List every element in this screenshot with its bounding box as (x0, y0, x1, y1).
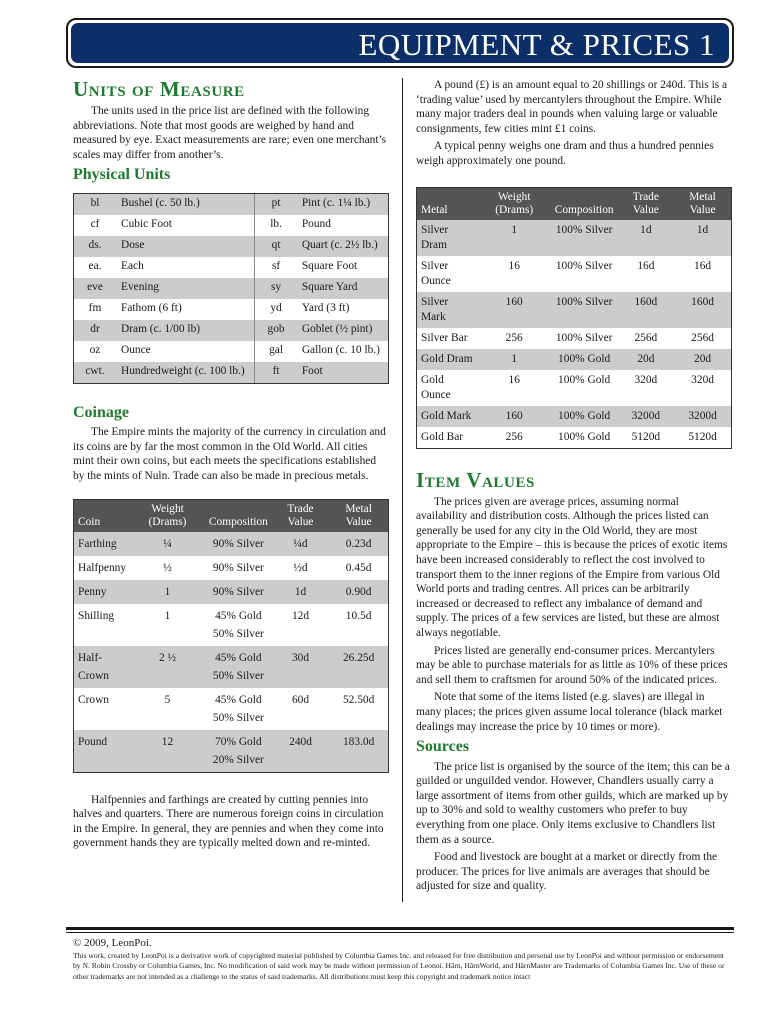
unit-abbrev: fm (74, 299, 116, 320)
unit-name: Quart (c. 2½ lb.) (297, 236, 388, 257)
metals-cell: 16d (618, 256, 675, 292)
metals-cell: 320d (618, 370, 675, 406)
metals-table (416, 187, 732, 449)
metals-cell: Silver Dram (417, 220, 478, 256)
unit-abbrev: sy (255, 278, 297, 299)
units-row (74, 362, 388, 383)
coinage-heading: Coinage (73, 403, 129, 421)
item-values-heading: Item Values (416, 467, 535, 492)
metals-cell: 100% Gold (551, 406, 618, 427)
metals-cell: 5120d (618, 427, 675, 448)
units-row (74, 194, 388, 215)
footer (73, 936, 733, 982)
metals-cell: 100% Gold (551, 427, 618, 448)
coinage-body (74, 532, 388, 772)
coinage-cell: 240d (272, 730, 329, 772)
units-row (74, 236, 388, 257)
unit-name: Square Foot (297, 257, 388, 278)
coinage-cell: Pound (74, 730, 130, 772)
metals-row (417, 220, 731, 256)
coinage-row (74, 580, 388, 604)
unit-name: Dose (116, 236, 255, 257)
coinage-cell: ¼d (272, 532, 329, 556)
pound-paragraph-2: A typical penny weighs one dram and thus a hundred pennies weigh approximately one pound. (416, 140, 714, 167)
metals-header-cell: Metal Value (674, 188, 731, 220)
item-values-paragraph-2: Prices listed are generally end-consumer prices. Mercantylers may be able to purchase materials for as little as 10% of these prices and sell them to craftsmen for around 50% of the indicated prices. (416, 644, 728, 686)
trademark-notice: This work, created by LeonPoi is a derivative work of copyrighted material published by Columbia Games Inc. and released for free distribution and personal use by LeonPoi and without permission or endorsement by N. Robin Crossby or Columbia Games, Inc. No modification of said work may be made without permission of Leonoi. Hârn, HârnWorld, and HârnMaster are Trademarks of Columbia Games Inc. Use of these or other trademarks are not intended as a challenge to the status of said trademarks. All distributions must keep this copyright and trademark notice intact (73, 951, 725, 981)
metals-header-cell: Metal (417, 188, 478, 220)
coinage-header-cell: Composition (205, 500, 272, 532)
coinage-cell: ¼ (130, 532, 205, 556)
coinage-row (74, 556, 388, 580)
metals-cell: Silver Bar (417, 328, 478, 349)
unit-abbrev: eve (74, 278, 116, 299)
metals-cell: 1d (674, 220, 731, 256)
coinage-cell: 45% Gold 50% Silver (205, 688, 272, 730)
units-row (74, 215, 388, 236)
metals-cell: 3200d (618, 406, 675, 427)
unit-abbrev: bl (74, 194, 116, 215)
unit-name: Pint (c. 1¼ lb.) (297, 194, 388, 215)
metals-cell: Silver Ounce (417, 256, 478, 292)
metals-cell: 160 (478, 292, 551, 328)
metals-cell: 16 (478, 256, 551, 292)
unit-abbrev: lb. (255, 215, 297, 236)
unit-abbrev: cwt. (74, 362, 116, 383)
metals-cell: 256 (478, 328, 551, 349)
unit-name: Bushel (c. 50 lb.) (116, 194, 255, 215)
unit-name: Hundredweight (c. 100 lb.) (116, 362, 255, 383)
coinage-cell: ½ (130, 556, 205, 580)
metals-cell: 160d (674, 292, 731, 328)
metals-cell: 256 (478, 427, 551, 448)
metals-cell: Gold Dram (417, 349, 478, 370)
metals-cell: Gold Bar (417, 427, 478, 448)
coinage-row (74, 604, 388, 646)
metals-row (417, 256, 731, 292)
coinage-cell: 12 (130, 730, 205, 772)
metals-cell: Gold Mark (417, 406, 478, 427)
coinage-cell: Halfpenny (74, 556, 130, 580)
metals-cell: 3200d (674, 406, 731, 427)
unit-name: Gallon (c. 10 lb.) (297, 341, 388, 362)
unit-abbrev: ds. (74, 236, 116, 257)
sources-heading: Sources (416, 738, 470, 756)
unit-name: Dram (c. 1/00 lb) (116, 320, 255, 341)
coinage-row (74, 730, 388, 772)
unit-name: Ounce (116, 341, 255, 362)
coinage-row (74, 646, 388, 688)
metals-cell: 100% Gold (551, 349, 618, 370)
unit-abbrev: qt (255, 236, 297, 257)
metals-cell: 1d (618, 220, 675, 256)
coinage-cell: 1 (130, 580, 205, 604)
item-values-paragraph-3: Note that some of the items listed (e.g. slaves) are illegal in many places; the prices given assume local tolerance (black market dealings may increase the price by 10 times or more). (416, 691, 723, 733)
metals-cell: 1 (478, 220, 551, 256)
physical-units-body (74, 194, 388, 383)
coinage-cell: 183.0d (329, 730, 388, 772)
coinage-cell: 90% Silver (205, 556, 272, 580)
metals-row (417, 370, 731, 406)
right-column (416, 78, 732, 897)
coinage-cell: Farthing (74, 532, 130, 556)
coinage-cell: 1d (272, 580, 329, 604)
metals-cell: 100% Silver (551, 328, 618, 349)
coinage-cell: 52.50d (329, 688, 388, 730)
units-row (74, 257, 388, 278)
unit-abbrev: cf (74, 215, 116, 236)
metals-cell: 256d (674, 328, 731, 349)
metals-cell: 160 (478, 406, 551, 427)
metals-row (417, 427, 731, 448)
metals-row (417, 349, 731, 370)
unit-name: Evening (116, 278, 255, 299)
unit-name: Square Yard (297, 278, 388, 299)
coinage-table (73, 499, 389, 773)
coinage-cell: Shilling (74, 604, 130, 646)
coinage-cell: ½d (272, 556, 329, 580)
sources-paragraph-1: The price list is organised by the source of the item; this can be a guilded or unguilded vendor. However, Chandlers usually carry a large assortment of items from other guilds, which are marked up by up to 30% and sold to wealthy customers who prefer to buy everything from one place. Only items exclusive to Chandlers list them as a source. (416, 760, 730, 846)
unit-abbrev: pt (255, 194, 297, 215)
left-column (73, 78, 389, 854)
coinage-after: Halfpennies and farthings are created by cutting pennies into halves and quarters. There are numerous foreign coins in circulation in the Empire. In general, they are pennies and when they come into government hands they are typically melted down and re-minted. (73, 793, 384, 850)
coinage-cell: 1 (130, 604, 205, 646)
footer-rule-thick (66, 927, 734, 930)
metals-header-cell: Weight (Drams) (478, 188, 551, 220)
metals-cell: Gold Ounce (417, 370, 478, 406)
metals-cell: Silver Mark (417, 292, 478, 328)
coinage-cell: Crown (74, 688, 130, 730)
unit-abbrev: yd (255, 299, 297, 320)
coinage-cell: 26.25d (329, 646, 388, 688)
coinage-header-cell: Trade Value (272, 500, 329, 532)
pound-paragraph-1: A pound (£) is an amount equal to 20 shillings or 240d. This is a ‘trading value’ used by mercantylers throughout the Empire. While many major traders deal in pounds when valuing large or valuable consignments, few cities mint £1 coins. (416, 79, 728, 135)
coinage-header-cell: Coin (74, 500, 130, 532)
coinage-cell: 45% Gold 50% Silver (205, 646, 272, 688)
unit-name: Foot (297, 362, 388, 383)
metals-header-cell: Composition (551, 188, 618, 220)
metals-cell: 100% Silver (551, 220, 618, 256)
copyright-line: © 2009, LeonPoi. (73, 937, 152, 949)
metals-cell: 160d (618, 292, 675, 328)
unit-abbrev: dr (74, 320, 116, 341)
coinage-cell: 90% Silver (205, 580, 272, 604)
metals-cell: 320d (674, 370, 731, 406)
unit-abbrev: ea. (74, 257, 116, 278)
units-intro: The units used in the price list are defined with the following abbreviations. Note that most goods are weighed by hand and measured by eye. Exact measurements are rare; even one merchant’s scales may differ from another’s. (73, 105, 387, 161)
coinage-cell: 2 ½ (130, 646, 205, 688)
units-heading: Units of Measure (73, 77, 245, 101)
metals-cell: 16d (674, 256, 731, 292)
coinage-cell: 0.23d (329, 532, 388, 556)
page-banner (66, 18, 734, 68)
metals-row (417, 328, 731, 349)
coinage-cell: 12d (272, 604, 329, 646)
metals-header-row (417, 188, 731, 220)
coinage-intro: The Empire mints the majority of the currency in circulation and its coins are by far the most common in the Old World. All cities mint their own coins, but each meets the specifications established by the mints of Nuln. Trade can also be made in precious metals. (73, 426, 386, 483)
coinage-header-cell: Metal Value (329, 500, 388, 532)
unit-abbrev: ft (255, 362, 297, 383)
unit-abbrev: gal (255, 341, 297, 362)
coinage-cell: 10.5d (329, 604, 388, 646)
metals-cell: 20d (618, 349, 675, 370)
coinage-cell: 70% Gold 20% Silver (205, 730, 272, 772)
sources-paragraph-2: Food and livestock are bought at a market or directly from the producer. The prices for live animals are averages that should be adjusted for size and quality. (416, 851, 718, 893)
metals-cell: 100% Silver (551, 256, 618, 292)
unit-abbrev: oz (74, 341, 116, 362)
metals-cell: 16 (478, 370, 551, 406)
unit-name: Cubic Foot (116, 215, 255, 236)
coinage-cell: Penny (74, 580, 130, 604)
physical-units-heading: Physical Units (73, 166, 171, 184)
coinage-cell: Half- Crown (74, 646, 130, 688)
metals-cell: 256d (618, 328, 675, 349)
metals-body (417, 220, 731, 448)
banner-background (71, 23, 729, 63)
coinage-cell: 0.45d (329, 556, 388, 580)
metals-header-cell: Trade Value (618, 188, 675, 220)
coinage-row (74, 688, 388, 730)
coinage-header-row (74, 500, 388, 532)
metals-cell: 20d (674, 349, 731, 370)
units-row (74, 320, 388, 341)
units-row (74, 341, 388, 362)
unit-name: Each (116, 257, 255, 278)
unit-name: Pound (297, 215, 388, 236)
unit-name: Yard (3 ft) (297, 299, 388, 320)
metals-cell: 1 (478, 349, 551, 370)
physical-units-table (73, 193, 389, 384)
coinage-cell: 5 (130, 688, 205, 730)
page-title: EQUIPMENT & PRICES 1 (358, 27, 715, 62)
units-row (74, 299, 388, 320)
column-divider (402, 78, 403, 902)
coinage-row (74, 532, 388, 556)
coinage-cell: 30d (272, 646, 329, 688)
unit-abbrev: sf (255, 257, 297, 278)
metals-cell: 100% Silver (551, 292, 618, 328)
coinage-header-cell: Weight (Drams) (130, 500, 205, 532)
unit-abbrev: gob (255, 320, 297, 341)
metals-cell: 5120d (674, 427, 731, 448)
coinage-cell: 0.90d (329, 580, 388, 604)
coinage-cell: 60d (272, 688, 329, 730)
unit-name: Goblet (½ pint) (297, 320, 388, 341)
coinage-cell: 45% Gold 50% Silver (205, 604, 272, 646)
metals-row (417, 406, 731, 427)
units-row (74, 278, 388, 299)
footer-rule-thin (66, 932, 734, 933)
metals-cell: 100% Gold (551, 370, 618, 406)
item-values-paragraph-1: The prices given are average prices, assuming normal availability and distribution costs. Although the prices listed can generally be used for any city in the Old World, they are most appropriate to the Empire – this is because the prices of exotic items have been increased considerably to reflect the cost involved to transport them to the inner regions of the Empire from various Old World ports and trading centres. All prices can be arbitrarily increased or decreased to reflect any imbalance of demand and supply. The prices of a few services are listed, but these are almost always negotiable. (416, 495, 728, 639)
unit-name: Fathom (6 ft) (116, 299, 255, 320)
coinage-cell: 90% Silver (205, 532, 272, 556)
metals-row (417, 292, 731, 328)
